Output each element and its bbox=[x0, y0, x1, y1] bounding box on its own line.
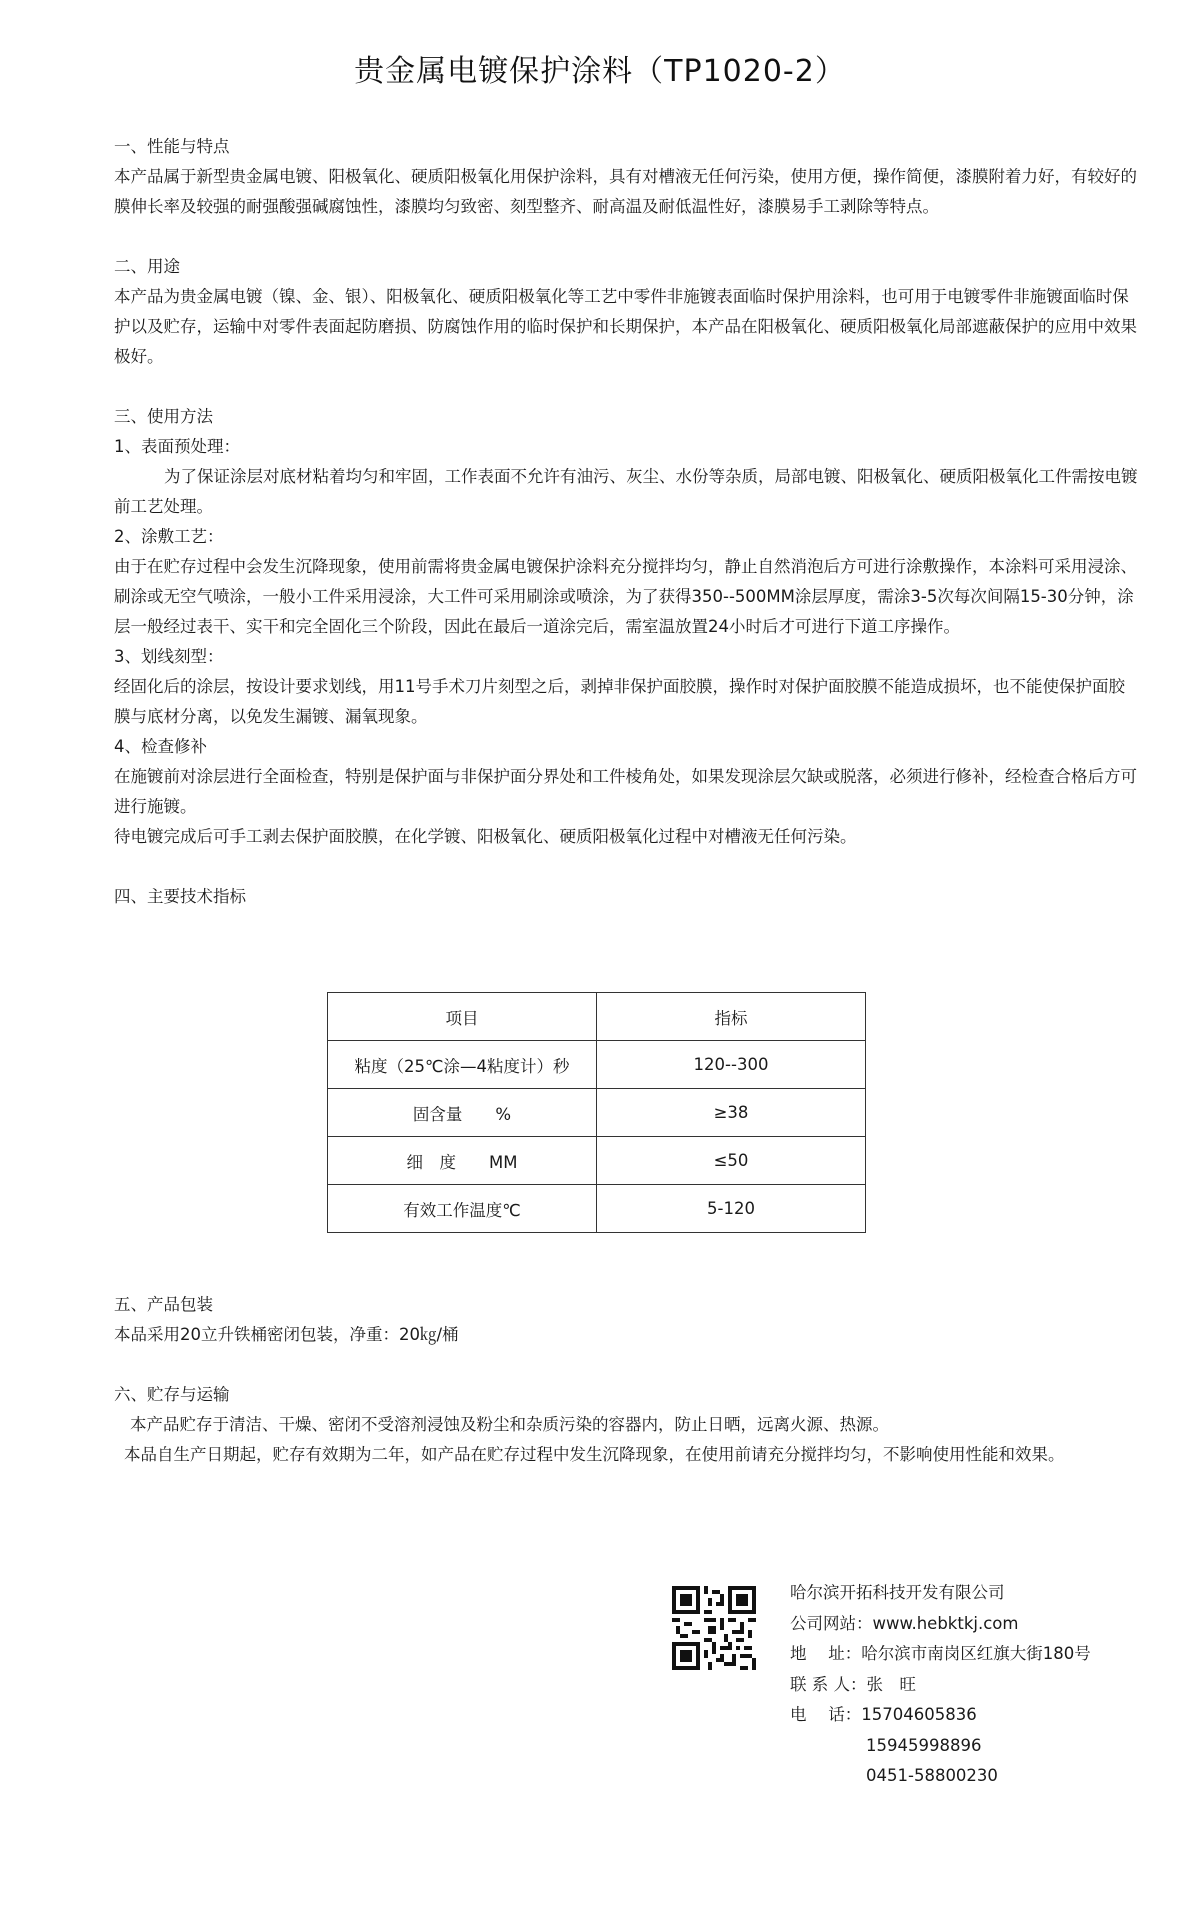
spec-value: ≥38 bbox=[597, 1089, 866, 1137]
section-heading-features: 一、性能与特点 bbox=[114, 137, 230, 156]
spec-item: 固含量 % bbox=[328, 1089, 597, 1137]
section-heading-packaging: 五、产品包装 bbox=[114, 1295, 213, 1314]
company-phone-3: 0451-58800230 bbox=[866, 1766, 998, 1785]
step4-title: 4、检查修补 bbox=[114, 737, 207, 756]
table-row bbox=[328, 1041, 866, 1089]
table-row bbox=[328, 1137, 866, 1185]
table-row bbox=[328, 1185, 866, 1233]
company-website: 公司网站：www.hebktkj.com bbox=[790, 1613, 1019, 1633]
section-body-usage: 本产品为贵金属电镀（镍、金、银）、阳极氧化、硬质阳极氧化等工艺中零件非施镀表面临时保护用涂料，也可用于电镀零件非施镀面临时保护以及贮存，运输中对零件表面起防磨损、防腐蚀作用的临时保护和长期保护，本产品在阳极氧化、硬质阳极氧化局部遮蔽保护的应用中效果极好。 bbox=[114, 287, 1137, 366]
section-body-features: 本产品属于新型贵金属电镀、阳极氧化、硬质阳极氧化用保护涂料，具有对槽液无任何污染，使用方便，操作简便，漆膜附着力好，有较好的膜伸长率及较强的耐强酸强碱腐蚀性，漆膜均匀致密、刻型整齐、耐高温及耐低温性好，漆膜易手工剥除等特点。 bbox=[114, 167, 1137, 216]
step2-body: 由于在贮存过程中会发生沉降现象，使用前需将贵金属电镀保护涂料充分搅拌均匀，静止自然消泡后方可进行涂敷操作，本涂料可采用浸涂、刷涂或无空气喷涂，一般小工件采用浸涂，大工件可采用刷涂或喷涂，为了获得350--500MM涂层厚度，需涂3-5次每次间隔15-30分钟，涂层一般经过表干、实干和完全固化三个阶段，因此在最后一道涂完后，需室温放置24小时后才可进行下道工序操作。 bbox=[114, 557, 1137, 636]
section-heading-method: 三、使用方法 bbox=[114, 407, 213, 426]
table-row bbox=[328, 1089, 866, 1137]
section-heading-storage: 六、贮存与运输 bbox=[114, 1385, 230, 1404]
step3-title: 3、划线刻型： bbox=[114, 647, 224, 666]
spec-header-item: 项目 bbox=[328, 993, 597, 1041]
step3-body: 经固化后的涂层，按设计要求划线，用11号手术刀片刻型之后，剥掉非保护面胶膜，操作时对保护面胶膜不能造成损坏，也不能使保护面胶膜与底材分离，以免发生漏镀、漏氧现象。 bbox=[114, 677, 1125, 726]
spec-item: 粘度（25℃涂—4粘度计）秒 bbox=[328, 1041, 597, 1089]
spec-item: 有效工作温度℃ bbox=[328, 1185, 597, 1233]
spec-item: 细 度 MM bbox=[328, 1137, 597, 1185]
spec-value: 5-120 bbox=[597, 1185, 866, 1233]
storage-line-1: 本产品贮存于清洁、干燥、密闭不受溶剂浸蚀及粉尘和杂质污染的容器内，防止日晒，远离火源、热源。 bbox=[130, 1415, 889, 1434]
step4-note: 待电镀完成后可手工剥去保护面胶膜，在化学镀、阳极氧化、硬质阳极氧化过程中对槽液无任何污染。 bbox=[114, 827, 857, 846]
spec-value: 120--300 bbox=[597, 1041, 866, 1089]
storage-line-2: 本品自生产日期起，贮存有效期为二年，如产品在贮存过程中发生沉降现象，在使用前请充分搅拌均匀，不影响使用性能和效果。 bbox=[124, 1445, 1065, 1464]
spec-value: ≤50 bbox=[597, 1137, 866, 1185]
company-phone-2: 15945998896 bbox=[866, 1735, 982, 1755]
company-info bbox=[790, 1578, 1091, 1792]
company-address: 地 址：哈尔滨市南岗区红旗大街180号 bbox=[790, 1644, 1091, 1663]
section-heading-usage: 二、用途 bbox=[114, 257, 180, 276]
step1-title: 1、表面预处理： bbox=[114, 437, 240, 456]
document-body bbox=[114, 132, 1138, 912]
spec-table bbox=[327, 992, 866, 1233]
page-title: 贵金属电镀保护涂料（TP1020-2） bbox=[354, 54, 846, 89]
step1-body: 为了保证涂层对底材粘着均匀和牢固，工作表面不允许有油污、灰尘、水份等杂质，局部电镀、阳极氧化、硬质阳极氧化工件需按电镀前工艺处理。 bbox=[114, 467, 1138, 516]
company-contact: 联 系 人：张 旺 bbox=[790, 1674, 916, 1694]
qr-code-icon bbox=[672, 1586, 756, 1670]
step4-body: 在施镀前对涂层进行全面检查，特别是保护面与非保护面分界处和工件棱角处，如果发现涂层欠缺或脱落，必须进行修补，经检查合格后方可进行施镀。 bbox=[114, 767, 1137, 816]
company-phone-1: 电 话：15704605836 bbox=[790, 1705, 977, 1724]
company-name: 哈尔滨开拓科技开发有限公司 bbox=[790, 1583, 1005, 1602]
spec-table-header bbox=[328, 993, 866, 1041]
section-body-packaging: 本品采用20立升铁桶密闭包装，净重：20㎏/桶 bbox=[114, 1325, 459, 1344]
spec-header-value: 指标 bbox=[597, 993, 866, 1041]
document-tail bbox=[114, 1290, 1174, 1470]
section-heading-specs: 四、主要技术指标 bbox=[114, 887, 246, 906]
step2-title: 2、涂敷工艺： bbox=[114, 527, 224, 546]
